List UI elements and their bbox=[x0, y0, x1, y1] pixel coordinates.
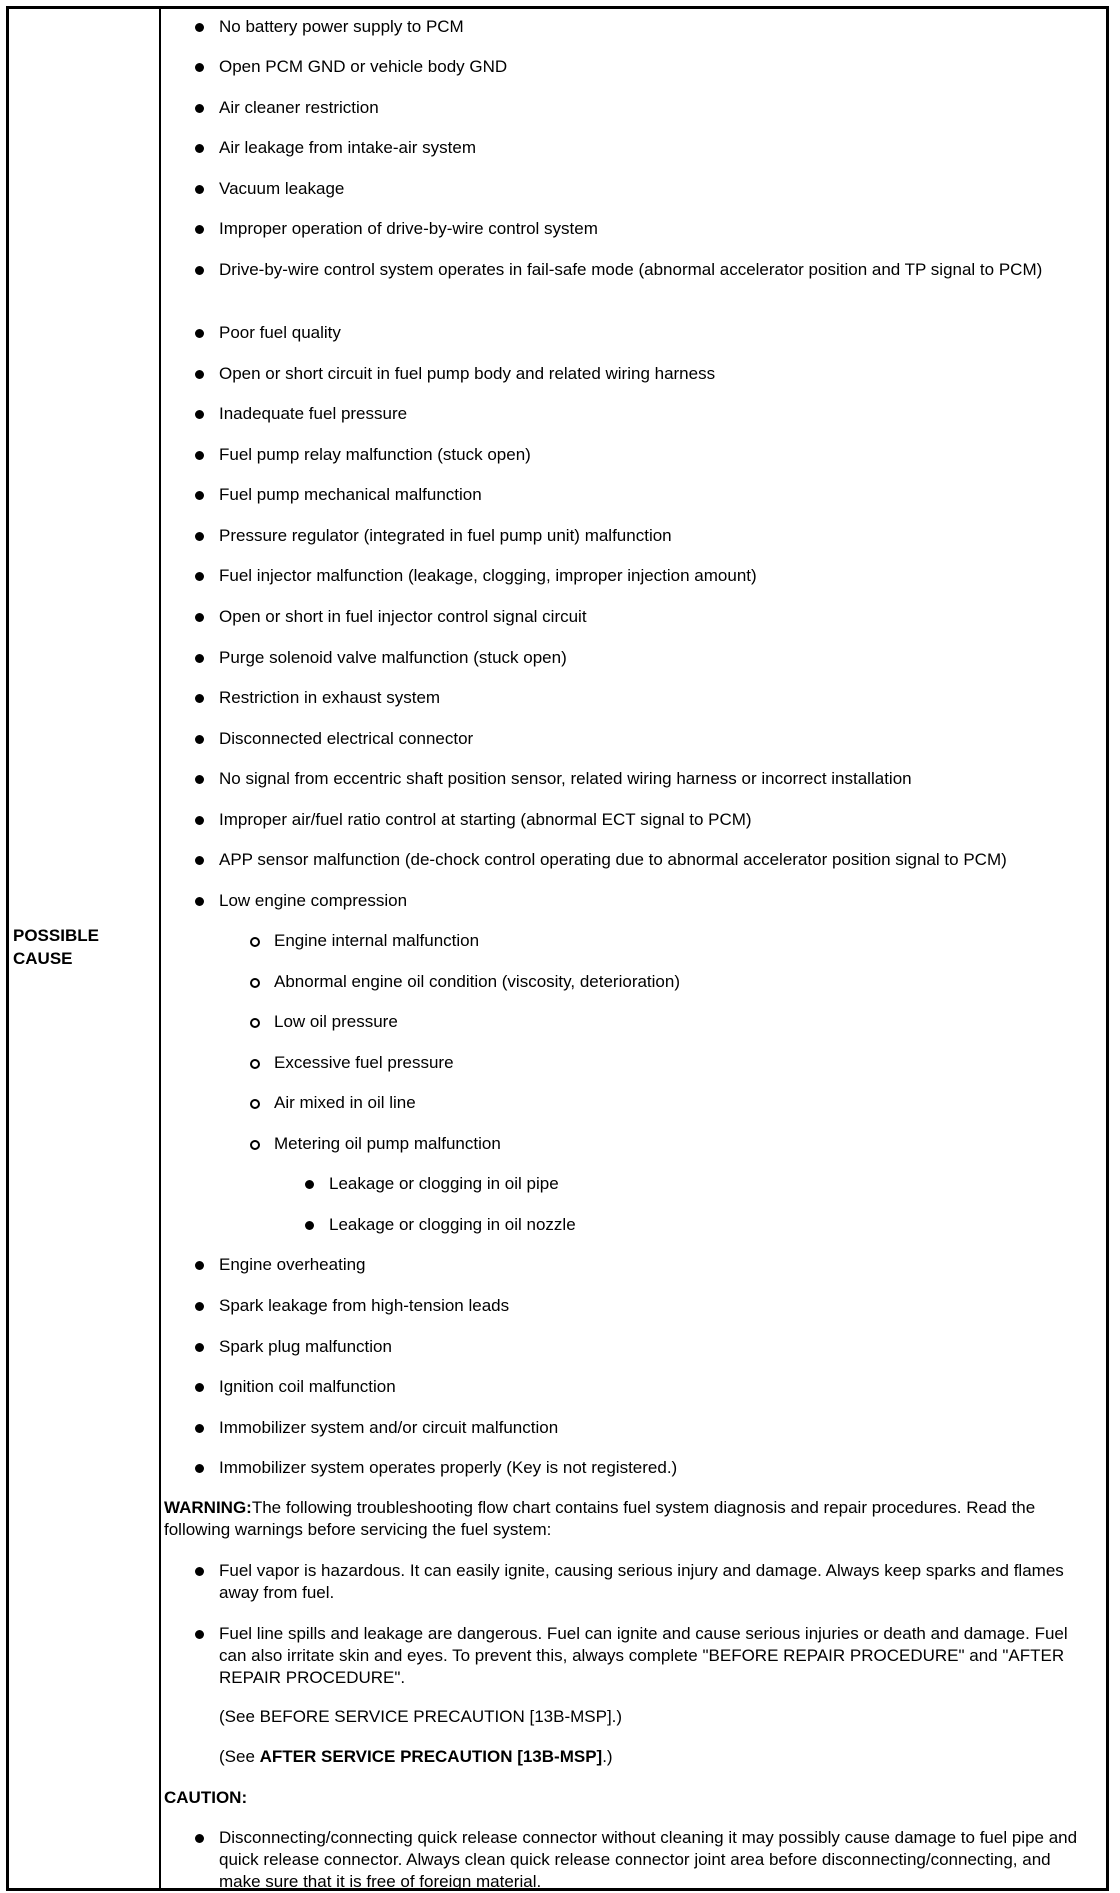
bullet-icon bbox=[195, 572, 204, 581]
list-item: Engine overheating bbox=[219, 1254, 1086, 1276]
bullet-icon bbox=[195, 1261, 204, 1270]
list-item: Air cleaner restriction bbox=[219, 97, 1086, 119]
list-item: No battery power supply to PCM bbox=[219, 16, 1086, 38]
row-label: POSSIBLE CAUSE bbox=[13, 926, 99, 968]
bullet-icon bbox=[195, 491, 204, 500]
bullet-icon bbox=[195, 1302, 204, 1311]
warning-paragraph bbox=[164, 1497, 1104, 1541]
caution-item: Disconnecting/connecting quick release connector without cleaning it may possibly cause damage to fuel pipe and quick release connector. Always clean quick release connector joint area before disconnecting/connecting, and make sure that it is free of foreign material. bbox=[219, 1827, 1086, 1893]
list-item: Spark plug malfunction bbox=[219, 1336, 1086, 1358]
bullet-icon bbox=[195, 856, 204, 865]
list-item: No signal from eccentric shaft position sensor, related wiring harness or incorrect installation bbox=[219, 768, 1086, 790]
circle-bullet-icon bbox=[250, 978, 260, 988]
bullet-icon bbox=[195, 266, 204, 275]
bullet-icon bbox=[195, 1567, 204, 1576]
bullet-icon bbox=[195, 370, 204, 379]
sub-list-item: Excessive fuel pressure bbox=[274, 1052, 1086, 1074]
bullet-icon bbox=[305, 1180, 314, 1189]
list-item: Drive-by-wire control system operates in fail-safe mode (abnormal accelerator position and TP signal to PCM) bbox=[219, 259, 1086, 281]
bullet-icon bbox=[195, 897, 204, 906]
sub-list-item: Metering oil pump malfunction bbox=[274, 1133, 1086, 1155]
sub-list-item: Abnormal engine oil condition (viscosity, deterioration) bbox=[274, 971, 1086, 993]
warning-text: The following troubleshooting flow chart contains fuel system diagnosis and repair procedures. Read the following warnings before servicing the fuel system: bbox=[164, 1498, 1036, 1539]
bullet-icon bbox=[195, 23, 204, 32]
warning-item: Fuel line spills and leakage are dangerous. Fuel can ignite and cause serious injuries or death and damage. Fuel can also irritate skin and eyes. To prevent this, always complete "BEFORE REPAIR PROCEDURE" and "AFTER REPAIR PROCEDURE". bbox=[219, 1623, 1086, 1689]
column-divider bbox=[159, 9, 161, 1888]
list-item: Fuel pump relay malfunction (stuck open) bbox=[219, 444, 1086, 466]
bullet-icon bbox=[195, 613, 204, 622]
list-item: Improper air/fuel ratio control at starting (abnormal ECT signal to PCM) bbox=[219, 809, 1086, 831]
bullet-icon bbox=[195, 225, 204, 234]
circle-bullet-icon bbox=[250, 1140, 260, 1150]
bullet-icon bbox=[195, 532, 204, 541]
sub-list-item: Air mixed in oil line bbox=[274, 1092, 1086, 1114]
list-item: Restriction in exhaust system bbox=[219, 687, 1086, 709]
list-item: Pressure regulator (integrated in fuel pump unit) malfunction bbox=[219, 525, 1086, 547]
see-before-reference: (See BEFORE SERVICE PRECAUTION [13B-MSP].) bbox=[219, 1707, 623, 1726]
sub-list-item: Engine internal malfunction bbox=[274, 930, 1086, 952]
list-item: Inadequate fuel pressure bbox=[219, 403, 1086, 425]
bullet-icon bbox=[195, 410, 204, 419]
see-after-link[interactable]: AFTER SERVICE PRECAUTION [13B-MSP] bbox=[259, 1747, 603, 1766]
bullet-icon bbox=[195, 1834, 204, 1843]
circle-bullet-icon bbox=[250, 1099, 260, 1109]
bullet-icon bbox=[195, 1424, 204, 1433]
caution-label: CAUTION: bbox=[164, 1788, 248, 1807]
list-item: Open or short circuit in fuel pump body and related wiring harness bbox=[219, 363, 1086, 385]
warning-item: Fuel vapor is hazardous. It can easily ignite, causing serious injury and damage. Always keep sparks and flames away from fuel. bbox=[219, 1560, 1086, 1604]
bullet-icon bbox=[195, 63, 204, 72]
bullet-icon bbox=[195, 1630, 204, 1639]
list-item: Spark leakage from high-tension leads bbox=[219, 1295, 1086, 1317]
list-item: Air leakage from intake-air system bbox=[219, 137, 1086, 159]
bullet-icon bbox=[195, 1383, 204, 1392]
list-item: Poor fuel quality bbox=[219, 322, 1086, 344]
circle-bullet-icon bbox=[250, 1018, 260, 1028]
list-item: Immobilizer system and/or circuit malfunction bbox=[219, 1417, 1086, 1439]
bullet-icon bbox=[195, 451, 204, 460]
sub-list-item: Low oil pressure bbox=[274, 1011, 1086, 1033]
bullet-icon bbox=[195, 104, 204, 113]
bullet-icon bbox=[305, 1221, 314, 1230]
bullet-icon bbox=[195, 144, 204, 153]
bullet-icon bbox=[195, 1464, 204, 1473]
list-item: Open PCM GND or vehicle body GND bbox=[219, 56, 1086, 78]
bullet-icon bbox=[195, 735, 204, 744]
list-item: Purge solenoid valve malfunction (stuck open) bbox=[219, 647, 1086, 669]
warning-label: WARNING: bbox=[164, 1498, 252, 1517]
list-item: APP sensor malfunction (de-chock control operating due to abnormal accelerator position signal to PCM) bbox=[219, 849, 1086, 871]
list-item: Low engine compression bbox=[219, 890, 1086, 912]
list-item: Open or short in fuel injector control signal circuit bbox=[219, 606, 1086, 628]
circle-bullet-icon bbox=[250, 937, 260, 947]
list-item: Ignition coil malfunction bbox=[219, 1376, 1086, 1398]
list-item: Disconnected electrical connector bbox=[219, 728, 1086, 750]
list-item: Fuel pump mechanical malfunction bbox=[219, 484, 1086, 506]
list-item: Vacuum leakage bbox=[219, 178, 1086, 200]
bullet-icon bbox=[195, 775, 204, 784]
bullet-icon bbox=[195, 185, 204, 194]
bullet-icon bbox=[195, 329, 204, 338]
bullet-icon bbox=[195, 816, 204, 825]
list-item: Immobilizer system operates properly (Key is not registered.) bbox=[219, 1457, 1086, 1479]
sub-sub-list-item: Leakage or clogging in oil nozzle bbox=[329, 1214, 1086, 1236]
bullet-icon bbox=[195, 1343, 204, 1352]
circle-bullet-icon bbox=[250, 1059, 260, 1069]
cause-table bbox=[6, 6, 1109, 1891]
bullet-icon bbox=[195, 654, 204, 663]
sub-sub-list-item: Leakage or clogging in oil pipe bbox=[329, 1173, 1086, 1195]
list-item: Fuel injector malfunction (leakage, clogging, improper injection amount) bbox=[219, 565, 1086, 587]
bullet-icon bbox=[195, 694, 204, 703]
see-after-reference: (See AFTER SERVICE PRECAUTION [13B-MSP].) bbox=[219, 1747, 613, 1766]
list-item: Improper operation of drive-by-wire control system bbox=[219, 218, 1086, 240]
